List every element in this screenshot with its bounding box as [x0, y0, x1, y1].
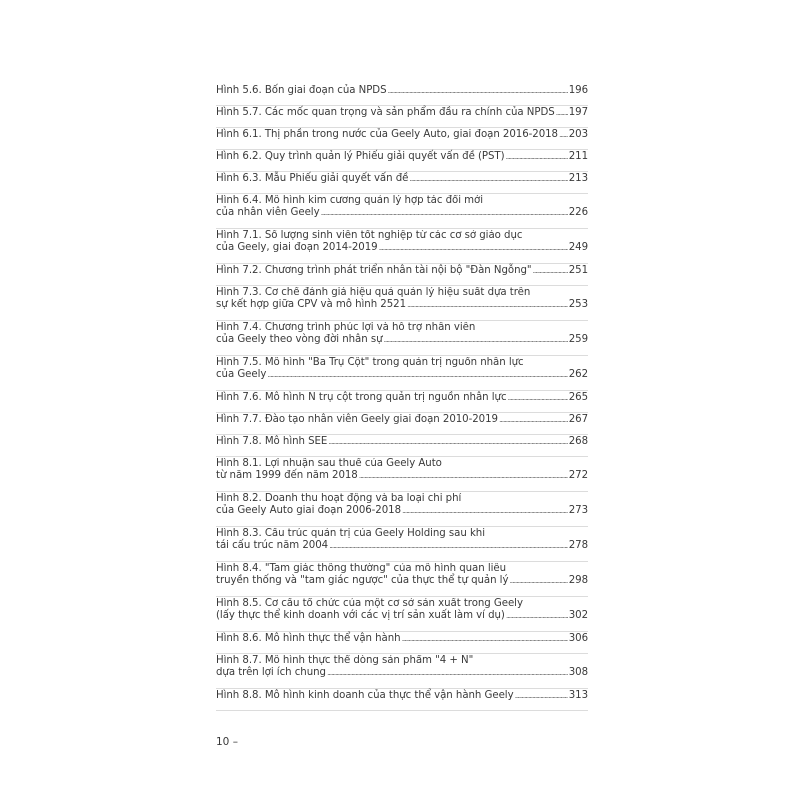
- toc-entry-last-line: [216, 690, 588, 702]
- toc-entry-title: truyền thống và "tam giác ngược" của thực thể tự quản lý: [216, 575, 509, 586]
- toc-entry-page: 298: [568, 575, 588, 586]
- toc-entry-title-line: Hình 8.3. Cấu trúc quản trị của Geely Holding sau khi: [216, 528, 485, 539]
- dot-leader: [506, 610, 568, 622]
- toc-entry-last-line: [216, 265, 588, 277]
- toc-entry-last-line: [216, 414, 588, 426]
- dot-leader: [499, 414, 568, 426]
- dot-leader: [556, 107, 568, 119]
- toc-entry-title: dựa trên lợi ích chung: [216, 667, 326, 678]
- toc-entry-title: (lấy thực thể kinh doanh với các vị trí sản xuất làm ví dụ): [216, 610, 505, 621]
- toc-entry-title: Hình 5.7. Các mốc quan trọng và sản phẩm đầu ra chính của NPDS: [216, 107, 555, 118]
- dot-leader: [329, 540, 568, 552]
- toc-entry-page: 272: [568, 470, 588, 481]
- toc-entry-page: 306: [568, 633, 588, 644]
- toc-entry: [216, 264, 588, 286]
- toc-entry-last-line: [216, 505, 588, 517]
- dot-leader: [321, 207, 568, 219]
- toc-entry-last-line: [216, 334, 588, 346]
- toc-entry-page: 253: [568, 299, 588, 310]
- toc-entry-page: 197: [568, 107, 588, 118]
- dot-leader: [388, 85, 568, 97]
- toc-entry: [216, 391, 588, 413]
- toc-entry-title: của nhân viên Geely: [216, 207, 320, 218]
- toc-entry: [216, 413, 588, 435]
- toc-entry-last-line: [216, 610, 588, 622]
- toc-entry-page: 226: [568, 207, 588, 218]
- toc-entry: [216, 194, 588, 229]
- table-of-figures: [216, 84, 588, 711]
- toc-entry: [216, 435, 588, 457]
- dot-leader: [508, 392, 568, 404]
- toc-entry-last-line: [216, 242, 588, 254]
- dot-leader: [359, 470, 568, 482]
- toc-entry: [216, 689, 588, 711]
- toc-entry-page: 251: [568, 265, 588, 276]
- toc-entry-title: Hình 7.2. Chương trình phát triển nhân tài nội bộ "Đàn Ngỗng": [216, 265, 532, 276]
- toc-entry-title: Hình 6.2. Quy trình quản lý Phiếu giải quyết vấn đề (PST): [216, 151, 505, 162]
- toc-entry-title: từ năm 1999 đến năm 2018: [216, 470, 358, 481]
- toc-entry: [216, 492, 588, 527]
- toc-entry-title-line: Hình 7.3. Cơ chế đánh giá hiệu quả quản lý hiệu suất dựa trên: [216, 287, 531, 298]
- dot-leader: [509, 575, 567, 587]
- toc-entry-title-line: Hình 7.4. Chương trình phúc lợi và hỗ trợ nhân viên: [216, 322, 476, 333]
- toc-entry-page: 267: [568, 414, 588, 425]
- toc-entry-title: Hình 8.6. Mô hình thực thể vận hành: [216, 633, 401, 644]
- dot-leader: [379, 242, 568, 254]
- toc-entry: [216, 84, 588, 106]
- toc-entry-title-line: Hình 8.4. "Tam giác thông thường" của mô hình quan liêu: [216, 563, 507, 574]
- toc-entry-last-line: [216, 299, 588, 311]
- toc-entry-title: Hình 7.8. Mô hình SEE: [216, 436, 328, 447]
- footer-dash: –: [232, 736, 238, 748]
- toc-entry-page: 265: [568, 392, 588, 403]
- toc-entry-last-line: [216, 540, 588, 552]
- toc-entry: [216, 321, 588, 356]
- toc-entry: [216, 128, 588, 150]
- toc-entry-page: 308: [568, 667, 588, 678]
- toc-entry: [216, 597, 588, 632]
- toc-entry-title: của Geely, giai đoạn 2014-2019: [216, 242, 378, 253]
- toc-entry-page: 313: [568, 690, 588, 701]
- toc-entry-title-line: Hình 8.2. Doanh thu hoạt động và ba loại chi phí: [216, 493, 462, 504]
- toc-entry-last-line: [216, 575, 588, 587]
- toc-entry: [216, 356, 588, 391]
- toc-entry-title: Hình 5.6. Bốn giai đoạn của NPDS: [216, 85, 387, 96]
- toc-entry: [216, 562, 588, 597]
- page-number: 10: [216, 736, 230, 748]
- toc-entry: [216, 632, 588, 654]
- dot-leader: [328, 436, 567, 448]
- dot-leader: [506, 151, 568, 163]
- toc-entry-page: 302: [568, 610, 588, 621]
- toc-entry-title-line: Hình 8.7. Mô hình thực thể dòng sản phẩm "4 + N": [216, 655, 474, 666]
- toc-entry-last-line: [216, 667, 588, 679]
- toc-entry-title-line: Hình 7.1. Số lượng sinh viên tốt nghiệp từ các cơ sở giáo dục: [216, 230, 523, 241]
- toc-entry-page: 203: [568, 129, 588, 140]
- toc-entry-title-line: Hình 6.4. Mô hình kim cương quản lý hợp tác đổi mới: [216, 195, 484, 206]
- toc-entry-title: Hình 7.6. Mô hình N trụ cột trong quản trị nguồn nhân lực: [216, 392, 507, 403]
- dot-leader: [267, 369, 567, 381]
- toc-entry-title: Hình 6.3. Mẫu Phiếu giải quyết vấn đề: [216, 173, 409, 184]
- dot-leader: [515, 690, 568, 702]
- toc-entry-last-line: [216, 633, 588, 645]
- toc-entry-last-line: [216, 369, 588, 381]
- toc-entry-title: của Geely theo vòng đời nhân sự: [216, 334, 383, 345]
- toc-entry-title: Hình 8.8. Mô hình kinh doanh của thực thể vận hành Geely: [216, 690, 514, 701]
- toc-entry-title-line: Hình 8.1. Lợi nhuận sau thuế của Geely Auto: [216, 458, 442, 469]
- toc-entry: [216, 654, 588, 689]
- toc-entry-last-line: [216, 129, 588, 141]
- toc-entry: [216, 172, 588, 194]
- dot-leader: [327, 667, 568, 679]
- toc-entry-page: 259: [568, 334, 588, 345]
- toc-entry-last-line: [216, 470, 588, 482]
- toc-entry: [216, 229, 588, 264]
- toc-entry-last-line: [216, 392, 588, 404]
- toc-entry-last-line: [216, 173, 588, 185]
- toc-entry-last-line: [216, 107, 588, 119]
- page-footer: [216, 736, 238, 748]
- dot-leader: [409, 173, 567, 185]
- dot-leader: [384, 334, 568, 346]
- dot-leader: [402, 505, 568, 517]
- toc-entry-page: 196: [568, 85, 588, 96]
- toc-entry-title: Hình 6.1. Thị phần trong nước của Geely Auto, giai đoạn 2016-2018: [216, 129, 558, 140]
- toc-entry-last-line: [216, 151, 588, 163]
- toc-entry-title: của Geely Auto giai đoạn 2006-2018: [216, 505, 402, 516]
- dot-leader: [533, 265, 568, 277]
- toc-entry-title: sự kết hợp giữa CPV và mô hình 2521: [216, 299, 407, 310]
- toc-entry: [216, 457, 588, 492]
- toc-entry-page: 211: [568, 151, 588, 162]
- dot-leader: [407, 299, 568, 311]
- toc-entry-page: 273: [568, 505, 588, 516]
- toc-entry-title: tái cấu trúc năm 2004: [216, 540, 329, 551]
- toc-entry-title: Hình 7.7. Đào tạo nhân viên Geely giai đoạn 2010-2019: [216, 414, 498, 425]
- toc-entry-title: của Geely: [216, 369, 267, 380]
- toc-entry-page: 268: [568, 436, 588, 447]
- dot-leader: [559, 129, 568, 141]
- toc-entry-last-line: [216, 85, 588, 97]
- toc-entry-page: 213: [568, 173, 588, 184]
- toc-entry: [216, 106, 588, 128]
- toc-entry-page: 262: [568, 369, 588, 380]
- toc-entry-title-line: Hình 8.5. Cơ cấu tổ chức của một cơ sở sản xuất trong Geely: [216, 598, 523, 609]
- toc-entry-last-line: [216, 436, 588, 448]
- dot-leader: [402, 633, 568, 645]
- toc-entry: [216, 286, 588, 321]
- toc-entry-page: 249: [568, 242, 588, 253]
- toc-entry-page: 278: [568, 540, 588, 551]
- toc-entry: [216, 150, 588, 172]
- toc-entry: [216, 527, 588, 562]
- toc-entry-last-line: [216, 207, 588, 219]
- toc-entry-title-line: Hình 7.5. Mô hình "Ba Trụ Cột" trong quản trị nguồn nhân lực: [216, 357, 524, 368]
